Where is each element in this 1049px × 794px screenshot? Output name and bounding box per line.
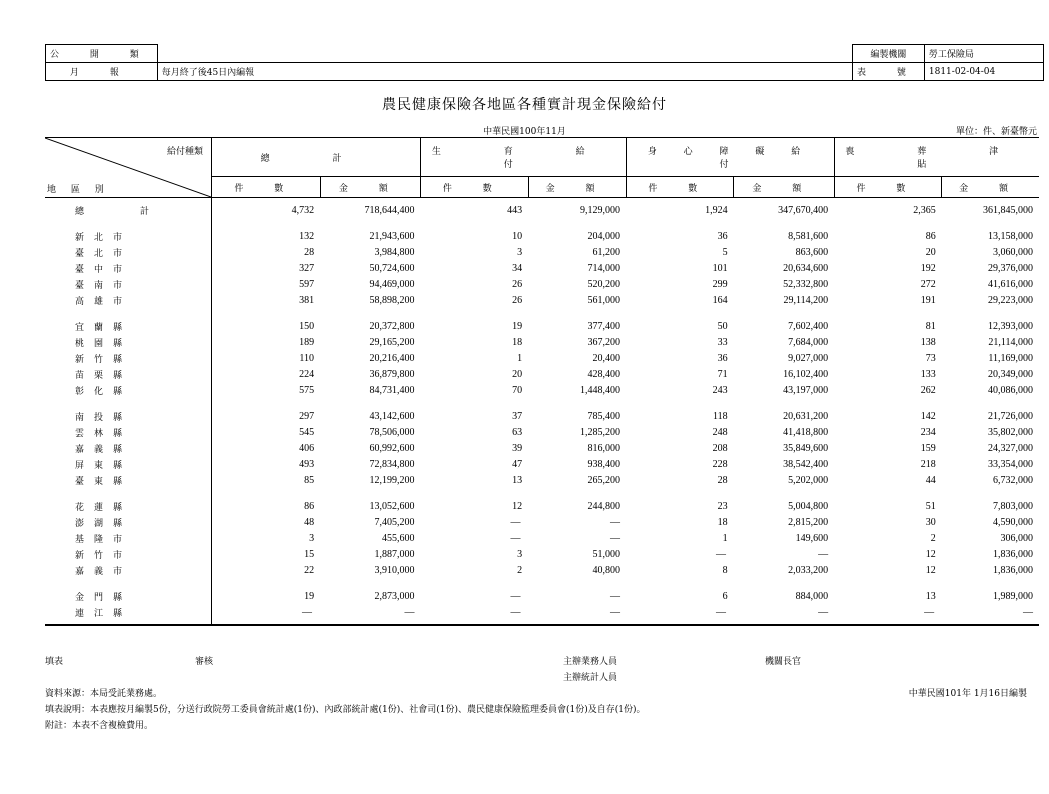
amount-cell: 6,732,000 [993, 474, 1033, 486]
amount-cell: 7,602,400 [788, 320, 829, 332]
region-cell: 基隆市 [45, 530, 212, 546]
table-row [45, 440, 1039, 456]
sub-count: 件 數 [834, 177, 942, 198]
fill-instructions: 填表說明：本表應按月編製5份，分送行政院勞工委員會統計處(1份)、內政部統計處(1份)、社會司(1份)、農民健康保險監理委員會(1份)及自存(1份)。 [45, 705, 646, 715]
amount-cell: 13,158,000 [988, 230, 1033, 242]
amount-cell: 3,060,000 [993, 246, 1033, 258]
corner-bottom-label: 地 區 別 [47, 185, 110, 195]
count-cell: 12 [925, 564, 936, 576]
count-cell: 26 [512, 278, 523, 290]
count-cell: 10 [512, 230, 523, 242]
amount-cell: — [320, 604, 420, 625]
corner-header [45, 138, 212, 198]
count-cell: 12 [512, 500, 523, 512]
head-label: 機關長官 [765, 657, 802, 667]
count-cell: 575 [299, 384, 315, 396]
region-cell: 新竹縣 [45, 350, 212, 366]
count-cell: 30 [925, 516, 936, 528]
count-cell: 2 [517, 564, 523, 576]
region-cell: 高雄市 [45, 292, 212, 308]
table-row [45, 456, 1039, 472]
count-cell: 3 [517, 548, 523, 560]
fill-label: 填表 [45, 657, 64, 667]
amount-cell: 40,086,000 [988, 384, 1033, 396]
amount-cell: 816,000 [587, 442, 620, 454]
count-cell: 23 [717, 500, 728, 512]
amount-cell: 52,332,800 [783, 278, 829, 290]
table-row [45, 334, 1039, 350]
table-row [45, 472, 1039, 488]
table-row [45, 546, 1039, 562]
count-cell: 218 [920, 458, 936, 470]
region-cell: 花蓮縣 [45, 498, 212, 514]
count-cell: — [510, 516, 521, 528]
count-cell: 18 [512, 336, 523, 348]
region-cell: 苗栗縣 [45, 366, 212, 382]
amount-cell: 1,989,000 [993, 590, 1033, 602]
amount-cell: 718,644,400 [364, 204, 415, 216]
amount-cell: 5,004,800 [788, 500, 829, 512]
region-cell: 桃園縣 [45, 334, 212, 350]
count-cell: 36 [717, 230, 728, 242]
region-cell: 嘉義縣 [45, 440, 212, 456]
count-cell: 26 [512, 294, 523, 306]
count-cell: 248 [712, 426, 728, 438]
amount-cell: 43,142,600 [369, 410, 415, 422]
group-birth: 生 育 給 付 [421, 138, 626, 177]
count-cell: — [716, 548, 726, 560]
benefits-table [45, 137, 1039, 626]
count-cell: — [626, 604, 734, 625]
table-row [45, 514, 1039, 530]
amount-cell: 2,033,200 [788, 564, 829, 576]
count-cell: 243 [712, 384, 728, 396]
count-cell: 118 [712, 410, 728, 422]
count-cell: 2,365 [913, 204, 936, 216]
amount-cell: 377,400 [587, 320, 620, 332]
amount-cell: 561,000 [587, 294, 620, 306]
group-total: 總 計 [212, 138, 421, 177]
amount-cell: — [610, 516, 620, 528]
amount-cell: 863,600 [795, 246, 829, 258]
amount-cell: 244,800 [587, 500, 620, 512]
count-cell: 272 [920, 278, 936, 290]
table-row [45, 318, 1039, 334]
amount-cell: 29,376,000 [988, 262, 1033, 274]
amount-cell: 785,400 [587, 410, 620, 422]
amount-cell: 60,992,600 [369, 442, 415, 454]
amount-cell: 11,169,000 [988, 352, 1033, 364]
count-cell: 2 [930, 532, 936, 544]
count-cell: 299 [712, 278, 728, 290]
amount-cell: 1,448,400 [580, 384, 620, 396]
count-cell: 71 [717, 368, 728, 380]
region-cell: 宜蘭縣 [45, 318, 212, 334]
amount-cell: 78,506,000 [369, 426, 415, 438]
amount-cell: 1,836,000 [993, 548, 1033, 560]
count-cell: 19 [512, 320, 523, 332]
table-row [45, 260, 1039, 276]
count-cell: 224 [299, 368, 315, 380]
amount-cell: 7,405,200 [374, 516, 415, 528]
business-label: 主辦業務人員 [563, 657, 618, 667]
amount-cell: 38,542,400 [783, 458, 829, 470]
table-body [45, 198, 1039, 626]
amount-cell: 4,590,000 [993, 516, 1033, 528]
count-cell: 3 [309, 532, 315, 544]
count-cell: 28 [304, 246, 315, 258]
amount-cell: 265,200 [587, 474, 620, 486]
table-row [45, 350, 1039, 366]
amount-cell: 361,845,000 [983, 204, 1033, 216]
count-cell: 51 [925, 500, 936, 512]
sub-count: 件 數 [421, 177, 529, 198]
open-label: 公 開 類 [46, 45, 158, 63]
table-row [45, 588, 1039, 604]
count-cell: 28 [717, 474, 728, 486]
amount-cell: 13,052,600 [369, 500, 415, 512]
amount-cell: 884,000 [795, 590, 829, 602]
count-cell: 22 [304, 564, 315, 576]
table-row [45, 198, 1039, 219]
region-cell: 臺北市 [45, 244, 212, 260]
amount-cell: 58,898,200 [369, 294, 415, 306]
form-value: 1811-02-04-04 [924, 63, 1043, 81]
form-label: 表 號 [853, 63, 925, 81]
count-cell: 597 [299, 278, 315, 290]
amount-cell: 35,802,000 [988, 426, 1033, 438]
table-row [45, 228, 1039, 244]
count-cell: 101 [712, 262, 728, 274]
sub-amount: 金 額 [734, 177, 834, 198]
table-row [45, 408, 1039, 424]
count-cell: 191 [920, 294, 936, 306]
spacer-row [45, 488, 1039, 498]
sub-count: 件 數 [212, 177, 321, 198]
amount-cell: 21,726,000 [988, 410, 1033, 422]
stats-label: 主辦統計人員 [563, 673, 618, 683]
amount-cell: 84,731,400 [369, 384, 415, 396]
table-row [45, 276, 1039, 292]
source-note: 資料來源：本局受託業務處。 [45, 689, 163, 699]
amount-cell: 35,849,600 [783, 442, 829, 454]
count-cell: 85 [304, 474, 315, 486]
amount-cell: — [942, 604, 1039, 625]
header-left-table [45, 44, 886, 81]
amount-cell: 29,223,000 [988, 294, 1033, 306]
amount-cell: 61,200 [592, 246, 620, 258]
count-cell: 73 [925, 352, 936, 364]
amount-cell: 9,129,000 [580, 204, 620, 216]
count-cell: — [510, 532, 521, 544]
amount-cell: 347,670,400 [778, 204, 829, 216]
count-cell: — [212, 604, 321, 625]
count-cell: 8 [722, 564, 728, 576]
memo-note: 附註：本表不含複檢費用。 [45, 721, 154, 731]
amount-cell: 455,600 [382, 532, 415, 544]
sub-amount: 金 額 [320, 177, 420, 198]
amount-cell: 367,200 [587, 336, 620, 348]
amount-cell: 714,000 [587, 262, 620, 274]
count-cell: 142 [920, 410, 936, 422]
count-cell: 164 [712, 294, 728, 306]
count-cell: 50 [717, 320, 728, 332]
region-cell: 臺東縣 [45, 472, 212, 488]
count-cell: — [834, 604, 942, 625]
agency-label: 編製機關 [853, 45, 925, 63]
region-cell: 屏東縣 [45, 456, 212, 472]
count-cell: 159 [920, 442, 936, 454]
region-cell: 新北市 [45, 228, 212, 244]
count-cell: 406 [299, 442, 315, 454]
spacer-row [45, 308, 1039, 318]
count-cell: 20 [512, 368, 523, 380]
sub-count: 件 數 [626, 177, 734, 198]
period-desc: 每月終了後45日內編報 [157, 63, 886, 81]
region-cell: 連江縣 [45, 604, 212, 625]
amount-cell: — [734, 604, 834, 625]
table-row [45, 604, 1039, 625]
count-cell: — [421, 604, 529, 625]
agency-value: 勞工保險局 [924, 45, 1043, 63]
sub-amount: 金 額 [942, 177, 1039, 198]
amount-cell: 24,327,000 [988, 442, 1033, 454]
count-cell: 381 [299, 294, 315, 306]
sub-amount: 金 額 [528, 177, 626, 198]
count-cell: 86 [304, 500, 315, 512]
table-row [45, 366, 1039, 382]
spacer-row [45, 578, 1039, 588]
table-row [45, 424, 1039, 440]
count-cell: 1 [722, 532, 728, 544]
amount-cell: 29,165,200 [369, 336, 415, 348]
amount-cell: 41,616,000 [988, 278, 1033, 290]
count-cell: 33 [717, 336, 728, 348]
compiled-date: 中華民國101年 1月16日編製 [908, 689, 1027, 699]
amount-cell: 21,943,600 [369, 230, 415, 242]
amount-cell: — [818, 548, 829, 560]
count-cell: 63 [512, 426, 523, 438]
spacer-row [45, 398, 1039, 408]
count-cell: 132 [299, 230, 315, 242]
count-cell: 262 [920, 384, 936, 396]
count-cell: — [510, 590, 521, 602]
region-cell: 南投縣 [45, 408, 212, 424]
amount-cell: 306,000 [1000, 532, 1033, 544]
amount-cell: 2,815,200 [788, 516, 829, 528]
table-row [45, 562, 1039, 578]
count-cell: 47 [512, 458, 523, 470]
amount-cell: 149,600 [795, 532, 829, 544]
amount-cell: 12,199,200 [369, 474, 415, 486]
count-cell: 86 [925, 230, 936, 242]
table-row [45, 530, 1039, 546]
amount-cell: 2,873,000 [374, 590, 415, 602]
count-cell: 5 [722, 246, 728, 258]
table-row [45, 292, 1039, 308]
count-cell: 208 [712, 442, 728, 454]
amount-cell: 1,836,000 [993, 564, 1033, 576]
amount-cell: 20,631,200 [783, 410, 829, 422]
amount-cell: 520,200 [587, 278, 620, 290]
spacer-row [45, 218, 1039, 228]
amount-cell: 428,400 [587, 368, 620, 380]
count-cell: 1,924 [705, 204, 728, 216]
table-row [45, 498, 1039, 514]
count-cell: 15 [304, 548, 315, 560]
region-cell: 嘉義市 [45, 562, 212, 578]
count-cell: 4,732 [291, 204, 315, 216]
period-label: 月 報 [46, 63, 158, 81]
count-cell: 228 [712, 458, 728, 470]
region-cell: 彰化縣 [45, 382, 212, 398]
amount-cell: 36,879,800 [369, 368, 415, 380]
count-cell: 20 [925, 246, 936, 258]
count-cell: 234 [920, 426, 936, 438]
count-cell: 12 [925, 548, 936, 560]
count-cell: 19 [304, 590, 315, 602]
amount-cell: 20,216,400 [369, 352, 415, 364]
count-cell: 493 [299, 458, 315, 470]
count-cell: 150 [299, 320, 315, 332]
amount-cell: 94,469,000 [369, 278, 415, 290]
count-cell: 133 [920, 368, 936, 380]
count-cell: 81 [925, 320, 936, 332]
count-cell: 545 [299, 426, 315, 438]
amount-cell: 7,684,000 [788, 336, 829, 348]
region-cell: 臺中市 [45, 260, 212, 276]
count-cell: 34 [512, 262, 523, 274]
amount-cell: 40,800 [592, 564, 620, 576]
region-cell: 澎湖縣 [45, 514, 212, 530]
table-row [45, 382, 1039, 398]
review-label: 審核 [195, 657, 214, 667]
amount-cell: 12,393,000 [988, 320, 1033, 332]
amount-cell: 3,910,000 [374, 564, 415, 576]
amount-cell: 1,887,000 [374, 548, 415, 560]
amount-cell: 21,114,000 [988, 336, 1033, 348]
amount-cell: 43,197,000 [783, 384, 829, 396]
region-cell: 雲林縣 [45, 424, 212, 440]
amount-cell: 20,349,000 [988, 368, 1033, 380]
amount-cell: — [610, 532, 620, 544]
count-cell: 44 [925, 474, 936, 486]
amount-cell: 7,803,000 [993, 500, 1033, 512]
amount-cell: 20,400 [592, 352, 620, 364]
count-cell: 443 [507, 204, 523, 216]
group-disability: 身 心 障 礙 給 付 [626, 138, 834, 177]
region-cell: 金門縣 [45, 588, 212, 604]
count-cell: 3 [517, 246, 523, 258]
amount-cell: 8,581,600 [788, 230, 829, 242]
count-cell: 70 [512, 384, 523, 396]
count-cell: 297 [299, 410, 315, 422]
amount-cell: 51,000 [592, 548, 620, 560]
amount-cell: 1,285,200 [580, 426, 620, 438]
count-cell: 39 [512, 442, 523, 454]
amount-cell: 29,114,200 [783, 294, 829, 306]
corner-top-label: 給付種類 [167, 147, 204, 157]
count-cell: 110 [299, 352, 315, 364]
count-cell: 6 [722, 590, 728, 602]
header-right-table [852, 44, 1044, 81]
count-cell: 189 [299, 336, 315, 348]
amount-cell: 5,202,000 [788, 474, 829, 486]
report-title: 農民健康保險各地區各種實計現金保險給付 [382, 97, 667, 113]
count-cell: 13 [925, 590, 936, 602]
region-cell: 總計 [45, 198, 212, 219]
amount-cell: — [528, 604, 626, 625]
amount-cell: 72,834,800 [369, 458, 415, 470]
amount-cell: 3,984,800 [374, 246, 415, 258]
count-cell: 37 [512, 410, 523, 422]
region-cell: 臺南市 [45, 276, 212, 292]
amount-cell: 20,634,600 [783, 262, 829, 274]
count-cell: 192 [920, 262, 936, 274]
amount-cell: — [610, 590, 620, 602]
report-unit: 單位：件、新臺幣元 [955, 127, 1037, 137]
amount-cell: 938,400 [587, 458, 620, 470]
amount-cell: 41,418,800 [783, 426, 829, 438]
amount-cell: 20,372,800 [369, 320, 415, 332]
table-row [45, 244, 1039, 260]
amount-cell: 9,027,000 [788, 352, 829, 364]
count-cell: 18 [717, 516, 728, 528]
count-cell: 48 [304, 516, 315, 528]
amount-cell: 33,354,000 [988, 458, 1033, 470]
count-cell: 13 [512, 474, 523, 486]
group-funeral: 喪 葬 津 貼 [834, 138, 1039, 177]
count-cell: 327 [299, 262, 315, 274]
report-date: 中華民國100年11月 [483, 127, 566, 137]
region-cell: 新竹市 [45, 546, 212, 562]
count-cell: 138 [920, 336, 936, 348]
amount-cell: 16,102,400 [783, 368, 829, 380]
count-cell: 1 [517, 352, 523, 364]
amount-cell: 50,724,600 [369, 262, 415, 274]
count-cell: 36 [717, 352, 728, 364]
amount-cell: 204,000 [587, 230, 620, 242]
